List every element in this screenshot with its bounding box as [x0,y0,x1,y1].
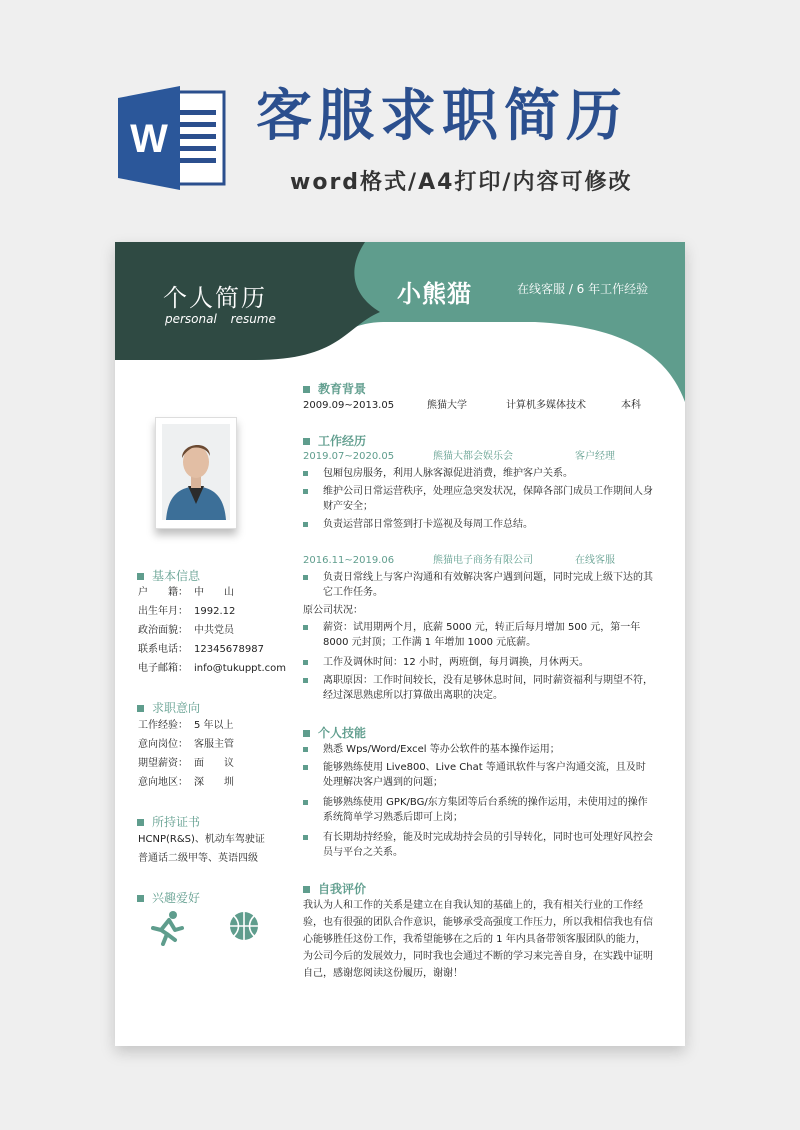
section-self-evaluation: 自我评价 [303,880,366,897]
section-skills: 个人技能 [303,724,366,741]
profile-photo-frame [155,417,237,529]
word-icon-letter: W [130,117,168,161]
info-row: 电子邮箱： info@tukuppt.com [138,663,286,674]
status-label: 原公司状况： [303,605,363,616]
job1-position: 客户经理 [575,451,615,462]
info-row: 意向地区： 深 圳 [138,777,234,788]
info-row: 出生年月： 1992.12 [138,606,236,617]
job2-position: 在线客服 [575,555,615,566]
section-education: 教育背景 [303,380,366,397]
word-document-icon [118,84,230,192]
section-basic-info: 基本信息 [137,567,200,584]
section-certificates: 所持证书 [137,813,200,830]
banner-subtitle: word格式/A4打印/内容可修改 [290,170,633,195]
basketball-icon [228,910,260,942]
edu-degree: 本科 [621,400,641,411]
cert-line: 普通话二级甲等、英语四级 [138,853,258,864]
info-row: 意向岗位： 客服主管 [138,739,234,750]
list-item: 薪资：试用期两个月，底薪 5000 元，转正后每月增加 500 元，第一年 8000 元封顶；工作满 1 年增加 1000 元底薪。 [303,620,653,650]
resume-page [115,242,685,1046]
self-evaluation-text: 我认为人和工作的关系是建立在自我认知的基础上的，我有相关行业的工作经验，也有很强的团队合作意识，能够承受高强度工作压力，所以我相信我也有信心能够胜任这份工作，我希望能够在之后的 1 年内具备带领客服团队的能力，为公司今后的发展效力，同时我也会通过不断的学习来完善自身，在实践中证明自己，感谢您阅读这份履历，谢谢！ [303,900,653,979]
list-item: 负责日常线上与客户沟通和有效解决客户遇到问题，同时完成上级下达的其它工作任务。 [303,570,653,600]
header-title: 个人简历 [163,284,267,312]
list-item: 有长期劫持经验，能及时完成劫持会员的引导转化，同时也可处理好风控会员与平台之关系。 [303,830,653,860]
info-row: 期望薪资： 面 议 [138,758,234,769]
edu-school: 熊猫大学 [427,400,467,411]
banner-title: 客服求职简历 [256,84,628,149]
list-item: 维护公司日常运营秩序，处理应急突发状况，保障各部门成员工作期间人身财产安全； [303,484,653,514]
list-item: 能够熟练使用 GPK/BG/东方集团等后台系统的操作运用，未使用过的操作系统简单学习熟悉后即可上岗； [303,795,653,825]
info-row: 工作经验： 5 年以上 [138,720,234,731]
profile-photo [162,424,230,520]
list-item: 包厢包房服务，利用人脉客源促进消费，维护客户关系。 [303,466,653,481]
cert-line: HCNP(R&S)、机动车驾驶证 [138,834,265,845]
list-item: 离职原因：工作时间较长，没有足够休息时间，同时薪资福利与期望不符，经过深思熟虑所以打算做出离职的决定。 [303,673,653,703]
section-hobbies: 兴趣爱好 [137,889,200,906]
job1-company: 熊猫大都会娱乐会 [433,451,513,462]
section-work: 工作经历 [303,432,366,449]
edu-major: 计算机多媒体技术 [506,400,586,411]
list-item: 工作及调休时间：12 小时，两班倒，每月调换，月休两天。 [303,655,653,670]
job2-period: 2016.11~2019.06 [303,555,395,566]
job1-period: 2019.07~2020.05 [303,451,395,462]
edu-period: 2009.09~2013.05 [303,400,395,411]
section-job-intent: 求职意向 [137,699,200,716]
running-icon [147,910,187,946]
header-subtitle: personal resume [165,312,276,326]
info-row: 联系电话： 12345678987 [138,644,264,655]
info-row: 户 籍： 中 山 [138,587,234,598]
list-item: 负责运营部日常签到打卡巡视及每周工作总结。 [303,517,653,532]
info-row: 政治面貌： 中共党员 [138,625,234,636]
list-item: 熟悉 Wps/Word/Excel 等办公软件的基本操作运用； [303,742,653,757]
candidate-name: 小熊猫 [397,280,472,308]
job2-company: 熊猫电子商务有限公司 [433,555,533,566]
candidate-role: 在线客服 / 6 年工作经验 [517,282,649,296]
list-item: 能够熟练使用 Live800、Live Chat 等通讯软件与客户沟通交流，且及时处理解决客户遇到的问题； [303,760,653,790]
